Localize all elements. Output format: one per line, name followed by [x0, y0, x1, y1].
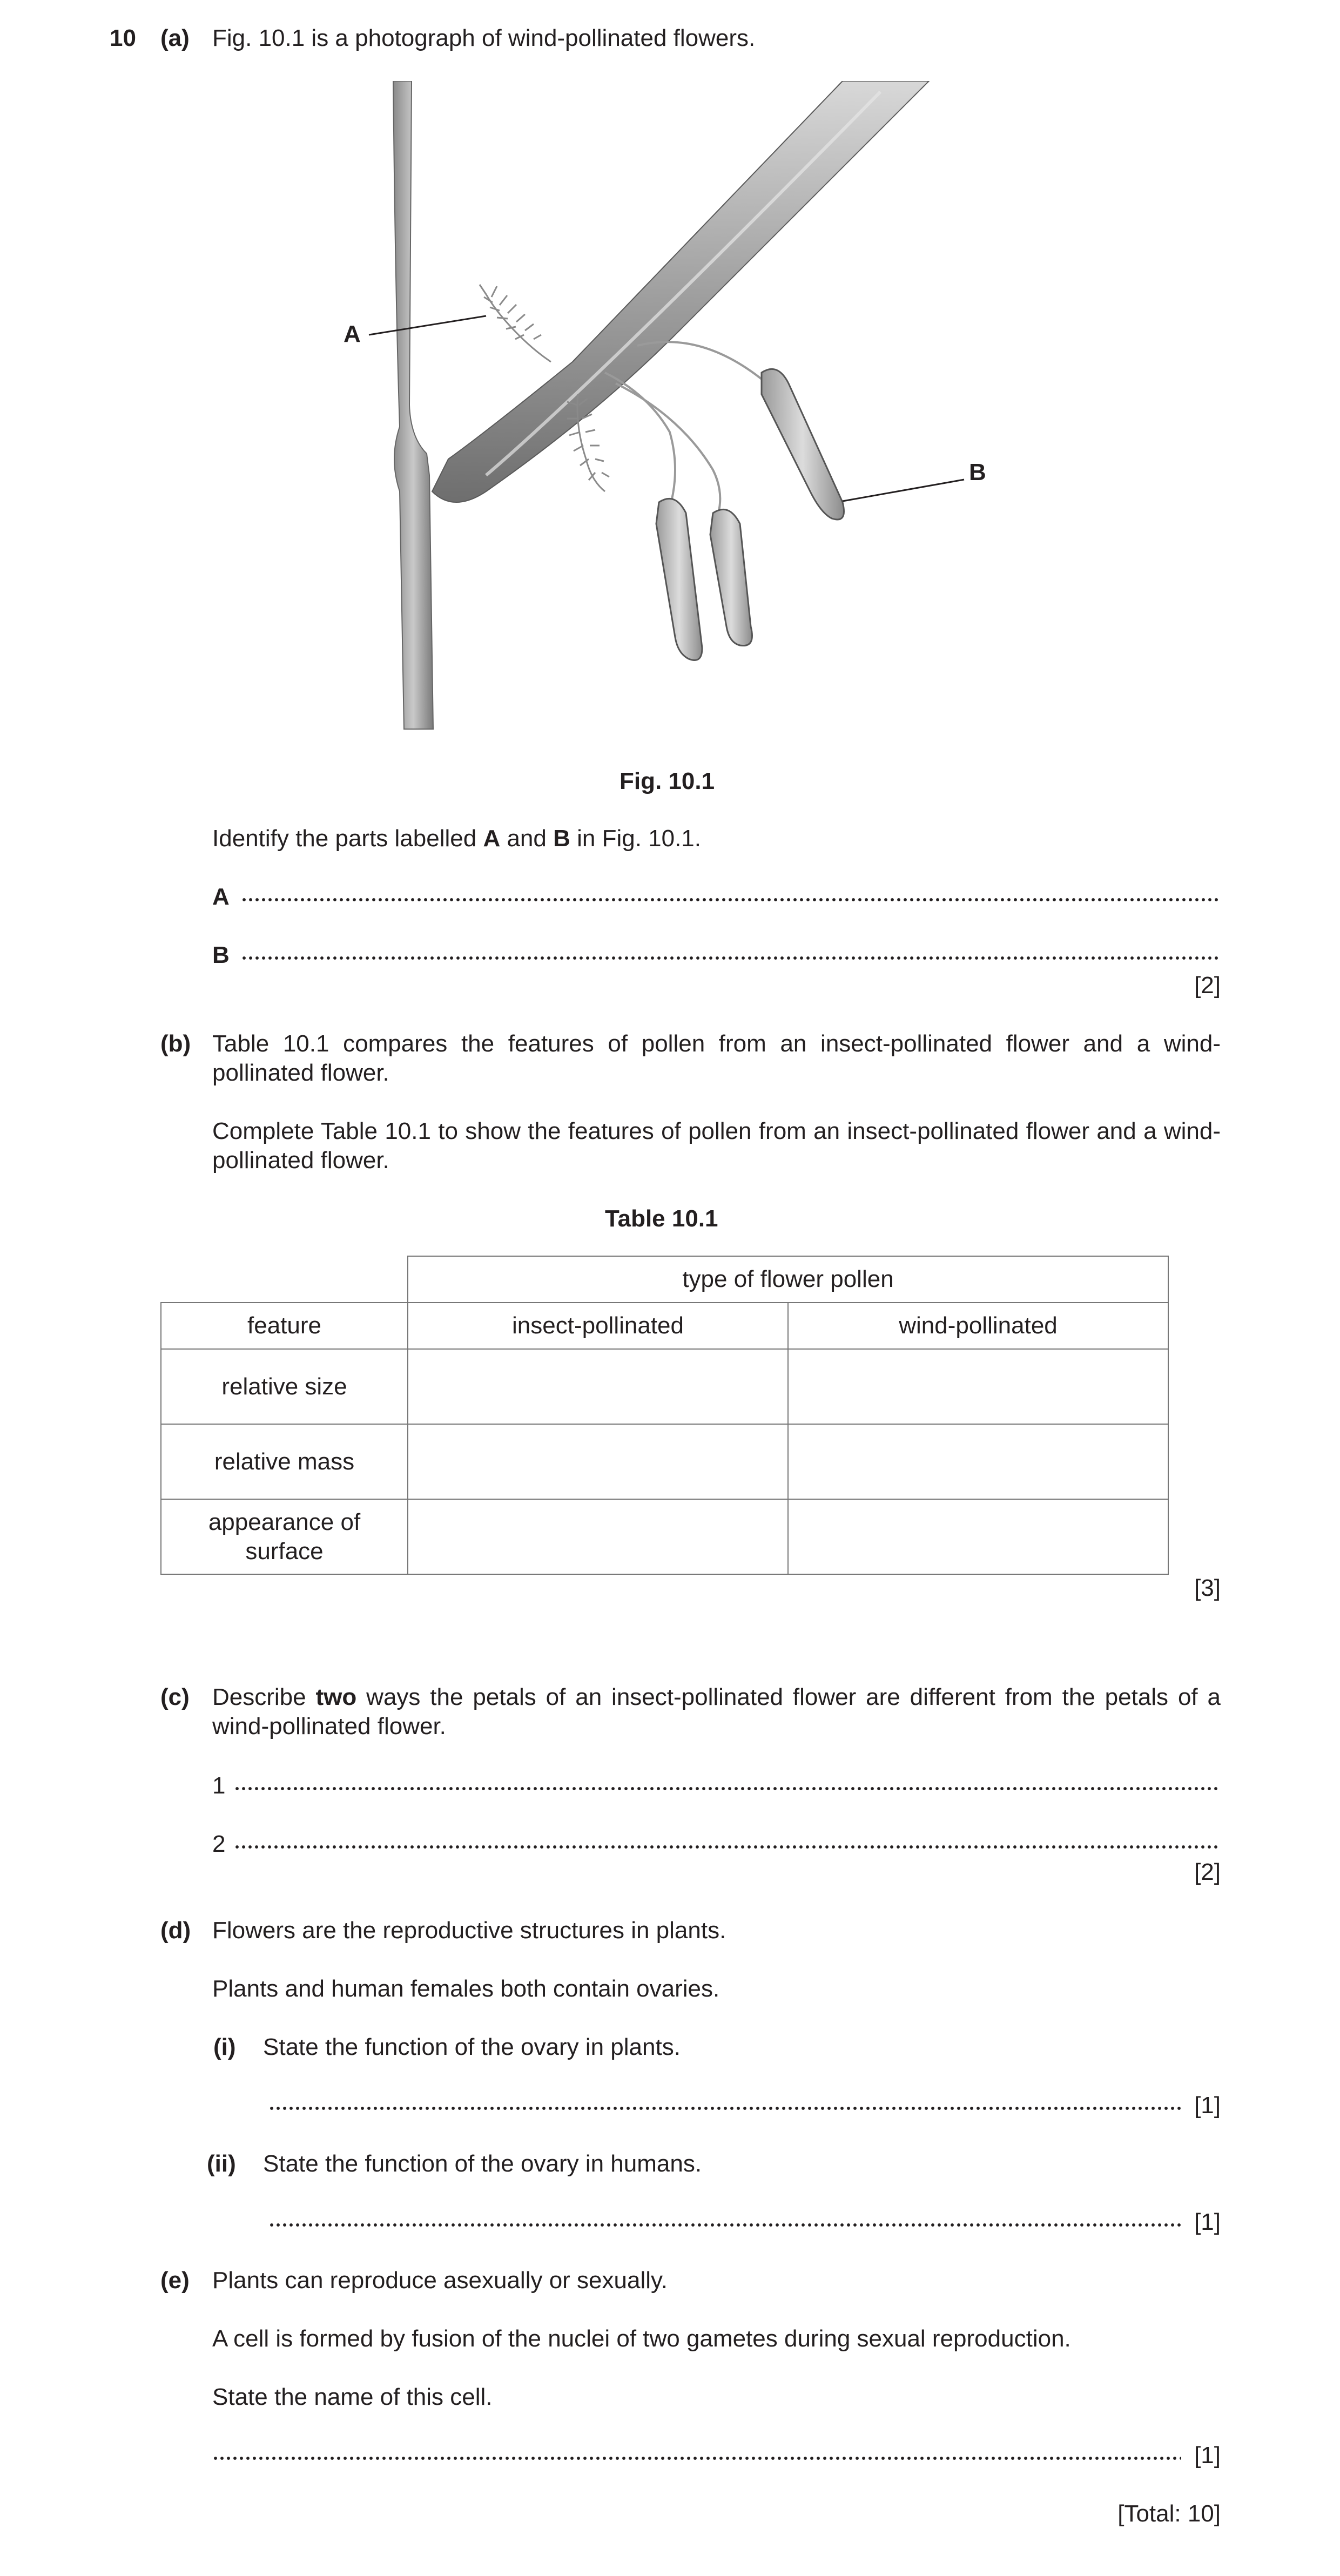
- table-header-insect: insect-pollinated: [408, 1303, 788, 1349]
- part-e-label: (e): [160, 2267, 190, 2294]
- part-b-label: (b): [160, 1030, 191, 1057]
- part-a-label: (a): [160, 25, 190, 51]
- anthers: [656, 369, 844, 660]
- part-d-ii-marks: [1]: [1194, 2209, 1221, 2235]
- answer-e-line[interactable]: [212, 2454, 1181, 2463]
- answer-c1-label: 1: [212, 1772, 226, 1799]
- figure-caption: Fig. 10.1: [620, 768, 715, 794]
- table-cell-size-wind[interactable]: [788, 1349, 1168, 1424]
- answer-c1-line[interactable]: [234, 1784, 1221, 1793]
- part-d-text1: Flowers are the reproductive structures in plants.: [212, 1917, 726, 1944]
- table-cell-mass-insect[interactable]: [408, 1424, 788, 1499]
- part-e-text1: Plants can reproduce asexually or sexually.: [212, 2267, 668, 2294]
- table-title: Table 10.1: [605, 1205, 718, 1232]
- table-row-relative-mass: relative mass: [161, 1424, 408, 1499]
- part-d-i-text: State the function of the ovary in plants.: [263, 2034, 681, 2060]
- part-a-intro: Fig. 10.1 is a photograph of wind-pollinated flowers.: [212, 25, 756, 51]
- leader-line-a: [369, 316, 486, 335]
- part-c-marks: [2]: [1194, 1859, 1221, 1885]
- table-cell-size-insect[interactable]: [408, 1349, 788, 1424]
- question-number: 10: [110, 25, 136, 51]
- part-b-text1: Table 10.1 compares the features of pollen from an insect-pollinated flower and a wind-pollinated flower.: [212, 1030, 1221, 1086]
- answer-c2-line[interactable]: [234, 1843, 1221, 1851]
- stem: [393, 81, 433, 729]
- answer-c2-label: 2: [212, 1831, 226, 1857]
- table-cell-surface-wind[interactable]: [788, 1499, 1168, 1574]
- answer-b-line[interactable]: [241, 954, 1221, 962]
- part-c-label: (c): [160, 1684, 190, 1710]
- table-empty-corner: [161, 1256, 408, 1303]
- part-d-ii-label: (ii): [207, 2150, 236, 2177]
- answer-a-label: A: [212, 884, 230, 910]
- table-row-relative-size: relative size: [161, 1349, 408, 1424]
- answer-d-ii-line[interactable]: [268, 2221, 1181, 2229]
- table-row-surface: appearance of surface: [161, 1499, 408, 1574]
- figure-label-a: A: [344, 321, 361, 347]
- part-d-text2: Plants and human females both contain ovaries.: [212, 1975, 720, 2002]
- part-d-i-marks: [1]: [1194, 2092, 1221, 2119]
- table-header-feature: feature: [161, 1303, 408, 1349]
- feathery-stigma: [480, 285, 551, 362]
- part-d-label: (d): [160, 1917, 191, 1944]
- answer-d-i-line[interactable]: [268, 2104, 1181, 2113]
- part-b-marks: [3]: [1194, 1575, 1221, 1601]
- part-e-marks: [1]: [1194, 2442, 1221, 2469]
- part-e-text3: State the name of this cell.: [212, 2384, 493, 2410]
- wind-pollinated-flowers-figure: [324, 81, 1037, 743]
- total-marks: [Total: 10]: [1117, 2500, 1221, 2527]
- table-cell-surface-insect[interactable]: [408, 1499, 788, 1574]
- part-c-text: Describe two ways the petals of an insect-pollinated flower are different from the petals of a wind-pollinated flower.: [212, 1684, 1221, 1739]
- part-a-marks: [2]: [1194, 972, 1221, 999]
- part-e-text2: A cell is formed by fusion of the nuclei of two gametes during sexual reproduction.: [212, 2325, 1071, 2352]
- answer-b-label: B: [212, 942, 230, 968]
- part-d-i-label: (i): [213, 2034, 236, 2060]
- leader-line-b: [843, 480, 964, 501]
- table-group-header: type of flower pollen: [408, 1256, 1168, 1303]
- table-cell-mass-wind[interactable]: [788, 1424, 1168, 1499]
- table-header-wind: wind-pollinated: [788, 1303, 1168, 1349]
- answer-a-line[interactable]: [241, 895, 1221, 904]
- part-a-instruction: Identify the parts labelled A and B in Fig. 10.1.: [212, 825, 702, 852]
- part-b-text2: Complete Table 10.1 to show the features of pollen from an insect-pollinated flower and a wind-pollinated flower.: [212, 1118, 1221, 1174]
- figure-label-b: B: [969, 459, 986, 485]
- part-d-ii-text: State the function of the ovary in humans.: [263, 2150, 702, 2177]
- pollen-features-table: [160, 1256, 1169, 1575]
